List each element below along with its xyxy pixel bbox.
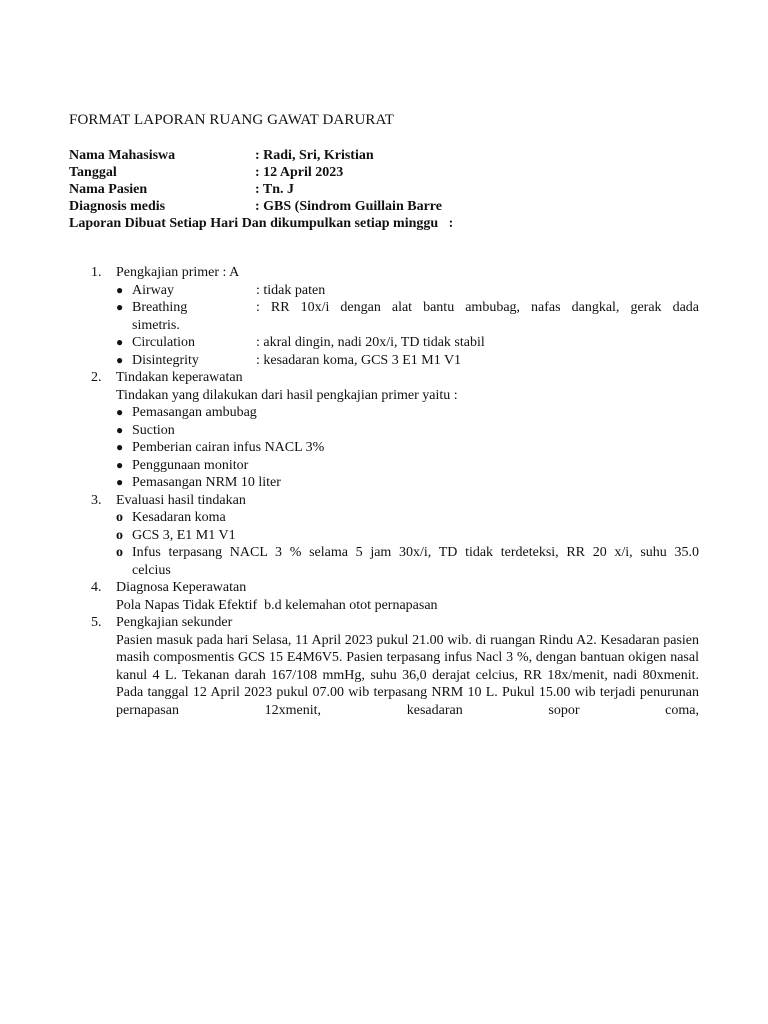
section-primary-assessment [69, 264, 699, 369]
circle-bullet-icon: o [116, 510, 123, 525]
section-intro: Tindakan yang dilakukan dari hasil pengkajian primer yaitu : [116, 387, 458, 403]
info-row-date [69, 164, 453, 181]
bullet-icon: ● [116, 300, 124, 314]
list-item [116, 352, 699, 370]
item-text: Infus terpasang NACL 3 % selama 5 jam 30x/i, TD tidak terdeteksi, RR 20 x/i, suhu 35.0 [132, 545, 699, 560]
item-text-continuation: celcius [132, 562, 171, 578]
list-item [116, 527, 699, 545]
info-row-patient [69, 181, 453, 198]
section-nursing-actions [69, 369, 699, 492]
report-info [69, 147, 453, 232]
info-label: Tanggal [69, 165, 117, 180]
bullet-icon: ● [116, 440, 124, 454]
item-label: Disintegrity [132, 352, 199, 368]
item-text: Penggunaan monitor [132, 457, 249, 473]
item-value: : akral dingin, nadi 20x/i, TD tidak stabil [256, 335, 485, 350]
item-value: : RR 10x/i dengan alat bantu ambubag, nafas dangkal, gerak dada [256, 300, 699, 315]
section-heading: Tindakan keperawatan [116, 370, 243, 385]
info-label: Diagnosis medis [69, 199, 166, 214]
item-text: GCS 3, E1 M1 V1 [132, 527, 236, 543]
section-list [69, 264, 699, 719]
item-label: Circulation [132, 335, 195, 350]
circle-bullet-icon: o [116, 527, 123, 543]
info-row-student [69, 147, 453, 164]
section-secondary-assessment [69, 614, 699, 719]
info-value: : Tn. J [255, 182, 295, 197]
section-nursing-diagnosis [69, 579, 699, 614]
section-number: 2. [91, 370, 102, 385]
list-item [116, 509, 699, 527]
section-number: 3. [91, 492, 102, 508]
info-label: Nama Mahasiswa [69, 148, 176, 163]
info-value: : 12 April 2023 [255, 165, 344, 180]
document-title: FORMAT LAPORAN RUANG GAWAT DARURAT [69, 112, 395, 128]
report-note-text: Laporan Dibuat Setiap Hari Dan dikumpulkan setiap minggu : [69, 216, 454, 231]
item-text: Pemberian cairan infus NACL 3% [132, 440, 325, 455]
section-number: 5. [91, 615, 102, 630]
info-row-diagnosis [69, 198, 453, 215]
bullet-icon: ● [116, 282, 124, 297]
list-item [116, 474, 699, 492]
circle-bullet-icon: o [116, 545, 123, 560]
bullet-icon: ● [116, 422, 124, 437]
list-item [116, 457, 699, 475]
info-value: : GBS (Sindrom Guillain Barre [255, 199, 442, 214]
item-value: : tidak paten [256, 282, 326, 298]
section-heading: Pengkajian sekunder [116, 615, 233, 630]
section-evaluation [69, 492, 699, 580]
list-item [116, 404, 699, 422]
item-label: Breathing [132, 300, 188, 315]
list-item [116, 439, 699, 457]
item-text: Kesadaran koma [132, 510, 226, 525]
info-label: Nama Pasien [69, 182, 148, 197]
list-item [116, 282, 699, 300]
item-label: Airway [132, 282, 174, 298]
list-item [116, 334, 699, 352]
item-text: Suction [132, 422, 175, 438]
list-item [116, 422, 699, 440]
report-note [69, 215, 453, 232]
bullet-icon: ● [116, 405, 124, 419]
item-text: Pemasangan ambubag [132, 405, 257, 420]
item-value-continuation: simetris. [132, 317, 180, 333]
bullet-icon: ● [116, 335, 124, 349]
bullet-icon: ● [116, 475, 124, 489]
info-value: : Radi, Sri, Kristian [255, 148, 374, 163]
section-number: 4. [91, 580, 102, 595]
list-item [116, 299, 699, 334]
bullet-icon: ● [116, 457, 124, 472]
section-paragraph: Pasien masuk pada hari Selasa, 11 April 2023 pukul 21.00 wib. di ruangan Rindu A2. Kesadaran pasien masih composmentis GCS 15 E4M6V5. Pasien terpasang infus Nacl 3 %, dengan bantuan okigen nasal kanul 4 L. Tekanan darah 167/108 mmHg, suhu 36,0 derajat celcius, RR 18x/menit, nadi 80xmenit. Pada tanggal 12 April 2023 pukul 07.00 wib terpasang NRM 10 L. Pukul 15.00 wib terjadi penurunan pernapasan 12xmenit, kesadaran sopor coma, [116, 632, 699, 718]
item-value: : kesadaran koma, GCS 3 E1 M1 V1 [256, 352, 462, 368]
section-heading: Evaluasi hasil tindakan [116, 492, 246, 508]
section-heading: Pengkajian primer : A [116, 265, 240, 280]
section-number: 1. [91, 265, 102, 280]
list-item [116, 544, 699, 579]
item-text: Pemasangan NRM 10 liter [132, 475, 281, 490]
section-text: Pola Napas Tidak Efektif b.d kelemahan otot pernapasan [116, 597, 438, 613]
bullet-icon: ● [116, 352, 124, 367]
section-heading: Diagnosa Keperawatan [116, 580, 247, 595]
